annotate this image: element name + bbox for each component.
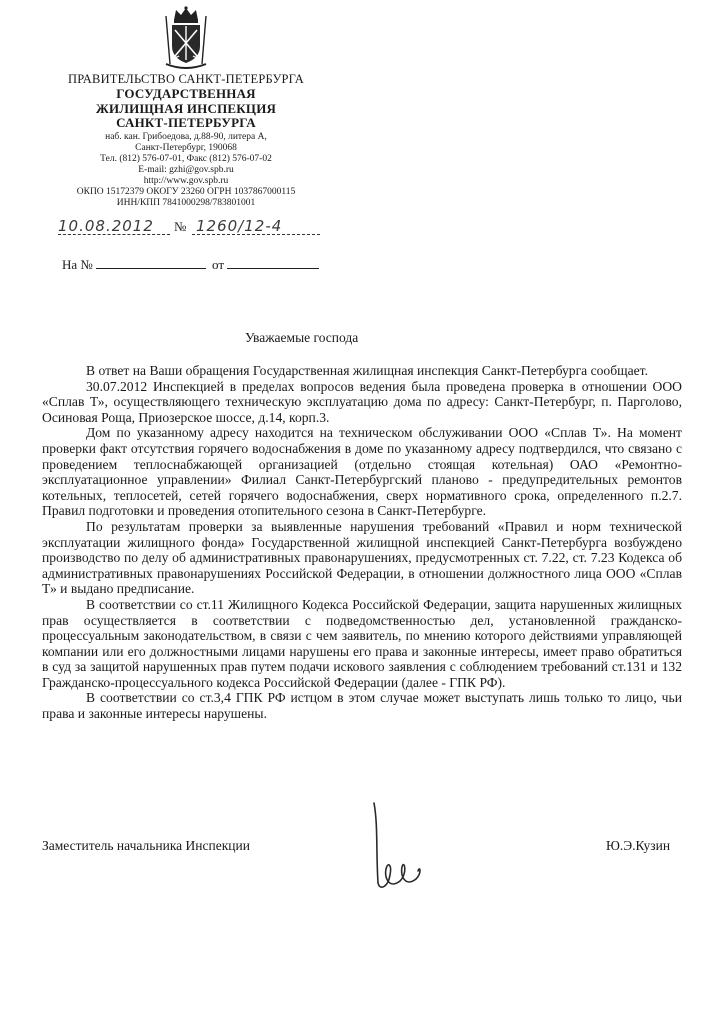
address-line2: Санкт-Петербург, 190068 <box>135 142 237 153</box>
paragraph: 30.07.2012 Инспекцией в пределах вопросов ведения была проведена проверка в отношении ООО «Сплав Т», осуществляющего техническую эксплуатацию дома по адресу: Санкт-Петербург, п. Парголово, Осиновая Роща, Приозерское шоссе, д.14, корп.3. <box>42 378 682 425</box>
salutation: Уважаемые господа <box>245 330 359 345</box>
government-name: ПРАВИТЕЛЬСТВО САНКТ-ПЕТЕРБУРГА <box>68 72 304 86</box>
letter-body <box>42 363 682 722</box>
registry-codes: ОКПО 15172379 ОКОГУ 23260 ОГРН 1037867000115 <box>76 186 296 197</box>
outgoing-number: 1260/12-4 <box>196 217 283 235</box>
paragraph: В соответствии со ст.11 Жилищного Кодекса Российской Федерации, защита нарушенных жилищных прав осуществляется в соответствии с подведомственностью дел, установленной гражданско-процессуальным законодательством, в связи с чем заявитель, по мнению которого действиями управляющей компании или его должностными лицами нарушены его права и законные интересы, имеет право обратиться в суд за защитой нарушенных прав путем подачи искового заявления с соблюдением требований ст.131 и 132 Гражданско-процессуального кодекса Российской Федерации (далее - ГПК РФ). <box>42 596 682 690</box>
number-sign: № <box>174 219 187 234</box>
handwritten-signature <box>360 795 460 905</box>
phone-fax: Тел. (812) 576-07-01, Факс (812) 576-07-02 <box>100 153 272 164</box>
outgoing-date: 10.08.2012 <box>58 217 154 235</box>
email: E-mail: gzhi@gov.spb.ru <box>138 164 234 175</box>
paragraph: В соответствии со ст.3,4 ГПК РФ истцом в этом случае может выступать лишь только то лицо, чьи права и законные интересы нарушены. <box>42 690 682 722</box>
inspection-name-line2: ЖИЛИЩНАЯ ИНСПЕКЦИЯ <box>95 100 277 116</box>
number-underline <box>192 234 320 235</box>
coat-of-arms-emblem <box>160 6 212 70</box>
reference-number-blank <box>96 256 206 269</box>
reference-number <box>62 256 206 273</box>
website: http://www.gov.spb.ru <box>143 175 229 186</box>
reference-date-blank <box>227 256 319 269</box>
reference-number-label: На № <box>62 257 93 272</box>
date-underline <box>58 234 170 235</box>
signatory-name: Ю.Э.Кузин <box>606 838 671 853</box>
reference-date <box>212 256 319 273</box>
paragraph: По результатам проверки за выявленные нарушения требований «Правил и норм технической эксплуатации жилищного фонда» Государственной жилищной инспекцией Санкт-Петербурга возбуждено производство по делу об административных правонарушениях, предусмотренных ст. 7.22, ст. 7.23 Кодекса об административных правонарушениях Российской Федерации, в отношении должностного лица ООО «Сплав Т» и выдано предписание. <box>42 518 682 597</box>
paragraph: В ответ на Ваши обращения Государственная жилищная инспекция Санкт-Петербурга сообщает. <box>86 363 648 378</box>
signatory-title: Заместитель начальника Инспекции <box>42 838 250 853</box>
letterhead <box>50 72 322 209</box>
inspection-name-line3: САНКТ-ПЕТЕРБУРГА <box>116 115 256 130</box>
paragraph: Дом по указанному адресу находится на техническом обслуживании ООО «Сплав Т». На момент проверки факт отсутствия горячего водоснабжения в доме по указанному адресу подтвердился, что связано с проведением теплоснабжающей организацией (отдельно стоящая котельная) ОАО «Ремонтно-эксплуатационное управлении» Филиал Санкт-Петербургский планово - предупредительных ремонтов котельных, теплосетей, сетей горячего водоснабжения, сверх нормативного срока, определенного п.2.7. Правил подготовки и проведения отопительного сезона в Санкт-Петербурге. <box>42 425 682 519</box>
registration-line <box>58 215 322 237</box>
address-line1: наб. кан. Грибоедова, д.88-90, литера А, <box>105 131 267 142</box>
inn-kpp: ИНН/КПП 7841000298/783801001 <box>116 197 256 208</box>
reference-date-label: от <box>212 257 225 272</box>
inspection-name-line1: ГОСУДАРСТВЕННАЯ <box>116 86 256 101</box>
